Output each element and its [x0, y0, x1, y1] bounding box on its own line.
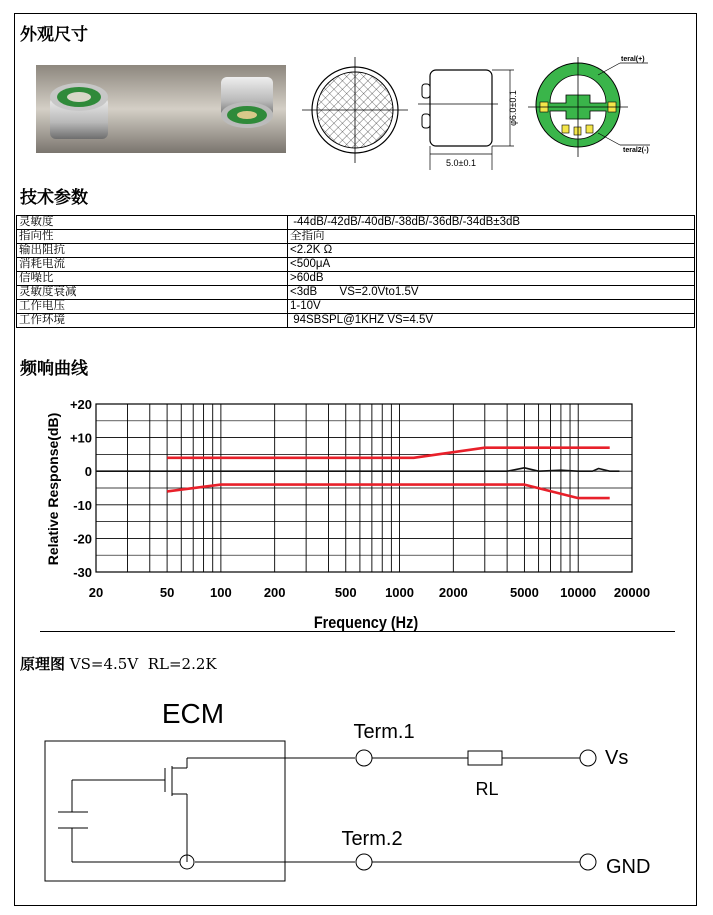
vs-label: Vs	[605, 747, 629, 769]
spec-key: 灵敏度衰减	[17, 286, 288, 300]
y-tick-label: +10	[69, 430, 92, 446]
y-tick-label: -10	[73, 497, 92, 513]
spec-key: 工作环境	[17, 314, 288, 328]
y-axis-label: Relative Response(dB)	[45, 412, 61, 566]
term2-label: Term.2	[341, 828, 403, 850]
spec-key: 指向性	[17, 230, 288, 244]
schematic-title-text: 原理图	[20, 655, 66, 673]
x-tick-label: 20000	[613, 585, 651, 600]
spec-value: >60dB	[288, 272, 695, 286]
spec-value: 94SBSPL@1KHZ VS=4.5V	[288, 314, 695, 328]
x-tick-label: 1000	[385, 585, 415, 600]
spec-value: 全指向	[288, 230, 695, 244]
term1-drawing-label: teral(+)	[621, 56, 645, 63]
spec-value: <2.2K Ω	[288, 244, 695, 258]
spec-value: <500μA	[288, 258, 695, 272]
x-tick-label: 500	[334, 585, 357, 600]
x-tick-label: 200	[263, 585, 286, 600]
y-tick-label: -20	[73, 531, 92, 547]
x-tick-label: 5000	[509, 585, 539, 600]
ecm-label: ECM	[161, 698, 225, 729]
x-tick-label: 2000	[438, 585, 468, 600]
ecm-box	[45, 741, 285, 881]
length-label: 5.0±0.1	[446, 158, 476, 168]
section-title-specs: 技术参数	[20, 188, 88, 208]
x-tick-label: 20	[88, 585, 104, 600]
rl-resistor	[468, 751, 502, 765]
spec-value: <3dB VS=2.0Vto1.5V	[288, 286, 695, 300]
rl-label: RL	[475, 779, 499, 799]
x-tick-label: 100	[210, 585, 232, 600]
x-tick-label: 50	[159, 585, 175, 600]
spec-key: 输出阻抗	[17, 244, 288, 258]
section-title-dimensions: 外观尺寸	[20, 25, 88, 45]
term2-drawing-label: teral2(-)	[623, 147, 649, 154]
spec-value: 1-10V	[288, 300, 695, 314]
spec-key: 灵敏度	[17, 216, 288, 230]
diameter-label: φ6.0±0.1	[508, 90, 518, 126]
y-tick-label: +20	[69, 397, 92, 412]
term1-label: Term.1	[353, 721, 415, 743]
x-axis-label: Frequency (Hz)	[313, 613, 419, 633]
section-title-frequency: 频响曲线	[20, 359, 88, 379]
y-tick-label: 0	[84, 464, 92, 480]
x-tick-label: 10000	[560, 585, 597, 600]
spec-key: 信噪比	[17, 272, 288, 286]
spec-value: -44dB/-42dB/-40dB/-38dB/-36dB/-34dB±3dB	[288, 216, 695, 230]
spec-key: 工作电压	[17, 300, 288, 314]
spec-key: 消耗电流	[17, 258, 288, 272]
y-tick-label: -30	[73, 565, 92, 580]
gnd-label: GND	[606, 856, 651, 878]
schematic-conditions: VS=4.5V RL=2.2K	[69, 655, 217, 673]
